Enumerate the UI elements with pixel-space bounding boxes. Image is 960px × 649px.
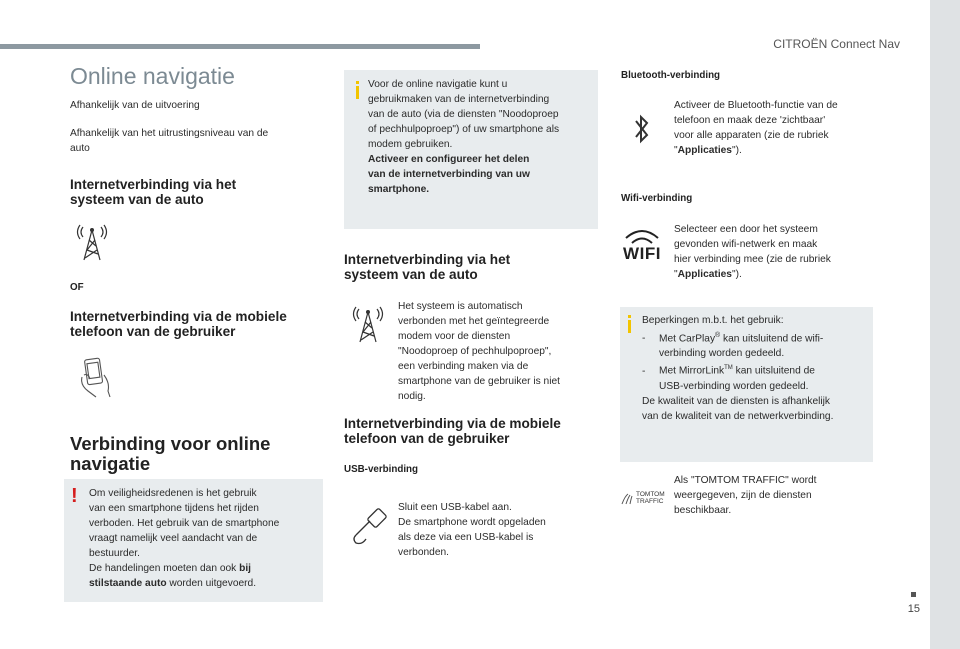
page-title: Online navigatie xyxy=(70,63,235,89)
usb-text xyxy=(398,500,598,560)
warning-text-part: De handelingen moeten dan ook xyxy=(89,563,240,574)
text-emphasis: Applicaties xyxy=(677,269,732,280)
warning-line: bestuurder. xyxy=(89,548,140,559)
usb-title: USB-verbinding xyxy=(344,464,419,475)
warning-box xyxy=(64,479,323,602)
info-line: van de kwaliteit van de netwerkverbinding. xyxy=(642,410,834,422)
info-icon xyxy=(356,86,359,99)
variant-note: Afhankelijk van de uitvoering xyxy=(70,100,200,111)
info-icon-dot xyxy=(356,81,359,84)
warning-text-part: worden uitgevoerd. xyxy=(166,578,257,589)
warning-line xyxy=(89,576,321,591)
text-line: verbonden met het geïntegreerde xyxy=(398,316,550,327)
heading-line: Verbinding voor online xyxy=(70,433,271,454)
info-line: gebruikmaken van de internetverbinding xyxy=(368,94,550,105)
or-label: OF xyxy=(70,282,84,293)
text-line: een verbinding maken via de xyxy=(398,361,529,372)
text-line: Selecteer een door het systeem xyxy=(674,224,818,235)
heading-online-nav-connection xyxy=(70,434,270,474)
text-line: nodig. xyxy=(398,391,426,402)
text-line: hier verbinding mee (zie de rubriek xyxy=(674,254,831,265)
wifi-icon xyxy=(620,226,664,270)
text-part: Met CarPlay xyxy=(659,333,716,345)
heading-line: Internetverbinding via de mobiele xyxy=(344,416,561,431)
bluetooth-title: Bluetooth-verbinding xyxy=(621,70,721,81)
heading-car-connection-2 xyxy=(344,252,510,282)
tomtom-text xyxy=(674,473,874,518)
info-text xyxy=(642,313,872,424)
antenna-icon xyxy=(350,304,386,344)
heading-line: telefoon van de gebruiker xyxy=(70,324,236,339)
text-line xyxy=(674,267,874,282)
bluetooth-text xyxy=(674,98,874,158)
text-line: voor alle apparaten (zie de rubriek xyxy=(674,130,829,141)
equipment-note-line: auto xyxy=(70,143,90,154)
info-line: Beperkingen m.b.t. het gebruik: xyxy=(642,315,784,326)
registered-mark: ® xyxy=(715,332,721,339)
info-line: modem gebruiken. xyxy=(368,139,453,150)
info-line-bold: Activeer en configureer het delen xyxy=(368,154,530,165)
info-icon xyxy=(628,320,631,333)
tomtom-label-line: TRAFFIC xyxy=(636,498,664,505)
tomtom-icon-label xyxy=(636,491,665,505)
list-dash: - xyxy=(642,333,646,345)
info-line-bold: smartphone. xyxy=(368,184,430,195)
wifi-icon-label: WIFI xyxy=(623,244,661,263)
text-part: Met MirrorLink xyxy=(659,365,725,377)
text-line: Activeer de Bluetooth-functie van de xyxy=(674,100,838,111)
brand-header: CITROËN Connect Nav xyxy=(773,37,900,51)
info-line-bold: van de internetverbinding van uw xyxy=(368,169,530,180)
heading-line: systeem van de auto xyxy=(70,192,204,207)
text-line: verbonden. xyxy=(398,547,449,558)
text-part: " xyxy=(674,269,678,280)
text-part: "). xyxy=(731,269,742,280)
text-line: modem voor de diensten xyxy=(398,331,511,342)
text-part: kan uitsluitend de xyxy=(732,365,815,377)
info-line: van de auto (via de diensten "Noodoproep xyxy=(368,109,559,120)
text-line: smartphone van de gebruiker is niet xyxy=(398,376,560,387)
warning-emphasis: bij xyxy=(239,563,251,574)
wifi-text xyxy=(674,222,874,282)
text-line: De smartphone wordt opgeladen xyxy=(398,517,546,528)
text-line: telefoon en maak deze 'zichtbaar' xyxy=(674,115,826,126)
info-line xyxy=(642,328,872,346)
info-line: De kwaliteit van de diensten is afhankelijk xyxy=(642,395,831,407)
warning-emphasis: stilstaande auto xyxy=(89,578,167,589)
text-line: weergegeven, zijn de diensten xyxy=(674,490,812,501)
text-part: "). xyxy=(731,145,742,156)
text-emphasis: Applicaties xyxy=(677,145,732,156)
bluetooth-icon xyxy=(633,112,651,146)
warning-text xyxy=(89,486,321,591)
heading-line: telefoon van de gebruiker xyxy=(344,431,510,446)
car-connection-text xyxy=(398,299,598,404)
equipment-note-line: Afhankelijk van het uitrustingsniveau van de xyxy=(70,128,269,139)
warning-line xyxy=(89,561,321,576)
warning-icon: ! xyxy=(71,485,78,507)
top-accent-bar xyxy=(0,44,480,49)
heading-line: navigatie xyxy=(70,453,151,474)
info-line: Voor de online navigatie kunt u xyxy=(368,79,508,90)
text-part: kan uitsluitend de wifi- xyxy=(720,333,824,345)
heading-car-connection xyxy=(70,177,236,207)
list-dash: - xyxy=(642,365,646,377)
trademark-mark: TM xyxy=(724,365,733,372)
page-number: 15 xyxy=(907,603,920,615)
equipment-note xyxy=(70,126,268,156)
info-line xyxy=(642,361,872,378)
antenna-icon xyxy=(74,222,110,262)
info-icon-dot xyxy=(628,315,631,318)
text-line: beschikbaar. xyxy=(674,505,732,516)
heading-phone-connection xyxy=(70,309,287,339)
warning-line: vraagt namelijk veel aandacht van de xyxy=(89,533,258,544)
tomtom-traffic-icon xyxy=(620,489,668,509)
info-line: of pechhulpoproep") of uw smartphone als xyxy=(368,124,560,135)
text-line: Als "TOMTOM TRAFFIC" wordt xyxy=(674,475,817,486)
text-line: Sluit een USB-kabel aan. xyxy=(398,502,512,513)
heading-line: Internetverbinding via het xyxy=(344,252,511,267)
heading-line: systeem van de auto xyxy=(344,267,478,282)
text-line xyxy=(674,143,874,158)
text-line: "Noodoproep of pechhulpoproep", xyxy=(398,346,552,357)
tomtom-label-line: TOMTOM xyxy=(636,491,665,498)
warning-line: Om veiligheidsredenen is het gebruik xyxy=(89,488,257,499)
usb-cable-icon xyxy=(352,505,390,545)
warning-line: verboden. Het gebruik van de smartphone xyxy=(89,518,280,529)
side-margin-strip xyxy=(930,0,960,649)
continuation-marker xyxy=(911,592,916,597)
text-line: als deze via een USB-kabel is xyxy=(398,532,534,543)
smartphone-hand-icon xyxy=(74,355,118,399)
info-box-limitations xyxy=(620,307,873,462)
wifi-title: Wifi-verbinding xyxy=(621,193,693,204)
info-line: verbinding worden gedeeld. xyxy=(659,348,785,360)
text-line: Het systeem is automatisch xyxy=(398,301,523,312)
heading-line: Internetverbinding via het xyxy=(70,177,237,192)
text-part: " xyxy=(674,145,678,156)
heading-phone-connection-2 xyxy=(344,416,561,446)
info-line: USB-verbinding worden gedeeld. xyxy=(659,380,809,392)
info-text xyxy=(368,77,596,197)
heading-line: Internetverbinding via de mobiele xyxy=(70,309,287,324)
warning-line: van een smartphone tijdens het rijden xyxy=(89,503,259,514)
text-line: gevonden wifi-netwerk en maak xyxy=(674,239,818,250)
info-box-usage xyxy=(344,70,598,229)
